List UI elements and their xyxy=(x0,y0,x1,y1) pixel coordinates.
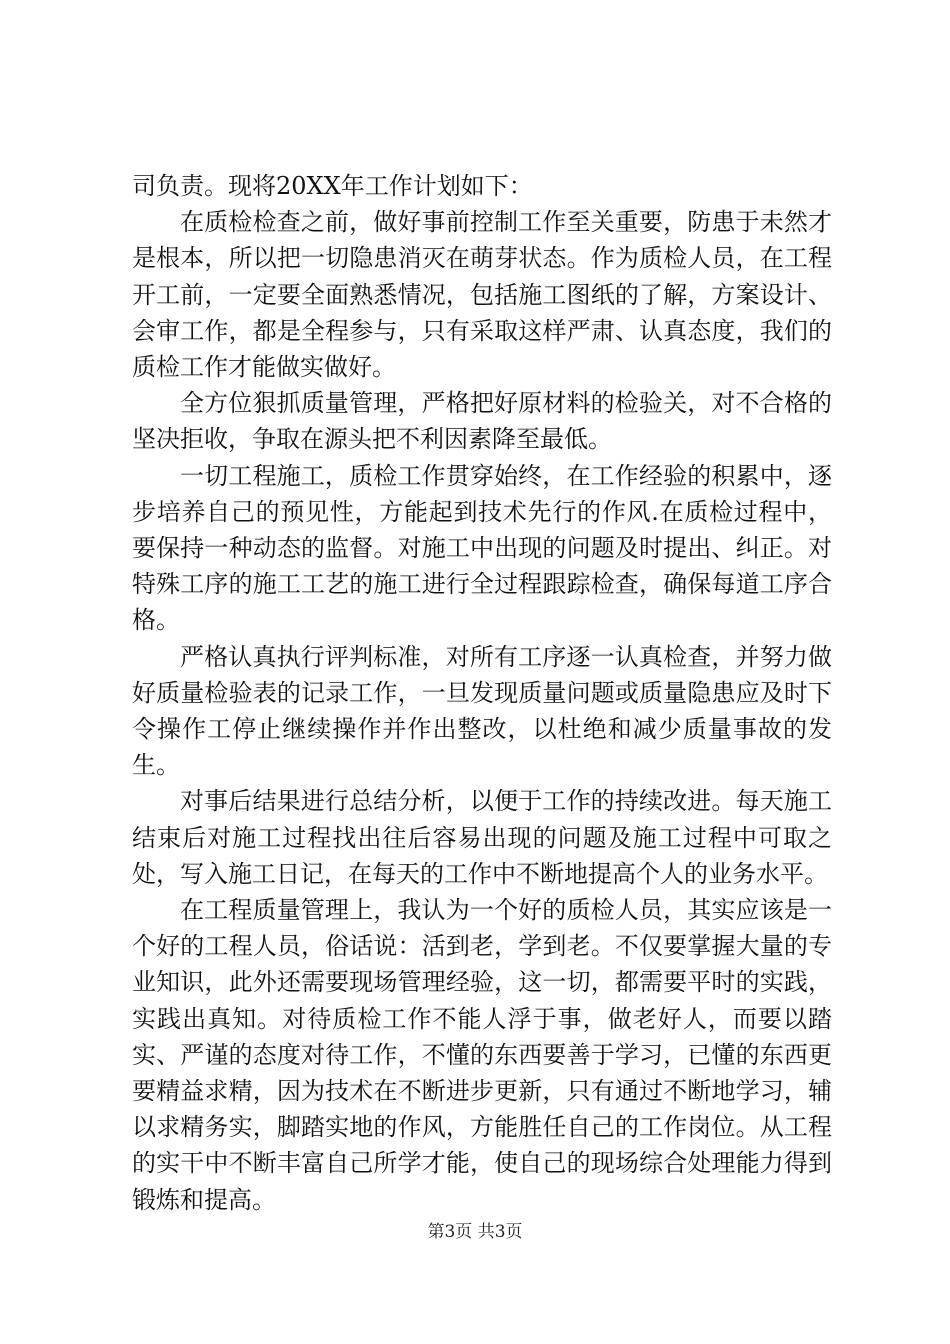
paragraph: 严格认真执行评判标准，对所有工序逐一认真检查，并努力做好质量检验表的记录工作，一旦发现质量问题或质量隐患应及时下令操作工停止继续操作并作出整改，以杜绝和减少质量事故的发生。 xyxy=(132,642,832,780)
paragraph: 在工程质量管理上，我认为一个好的质检人员，其实应该是一个好的工程人员，俗话说：活到老，学到老。不仅要掌握大量的专业知识，此外还需要现场管理经验，这一切，都需要平时的实践，实践出真知。对待质检工作不能人浮于事，做老好人，而要以踏实、严谨的态度对待工作，不懂的东西要善于学习，已懂的东西更要精益求精，因为技术在不断进步更新，只有通过不断地学习，辅以求精务实，脚踏实地的作风，方能胜任自己的工作岗位。从工程的实干中不断丰富自己所学才能，使自己的现场综合处理能力得到锻炼和提高。 xyxy=(132,896,832,1214)
paragraph: 一切工程施工，质检工作贯穿始终，在工作经验的积累中，逐步培养自己的预见性，方能起到技术先行的作风.在质检过程中，要保持一种动态的监督。对施工中出现的问题及时提出、纠正。对特殊工序的施工工艺的施工进行全过程跟踪检查，确保每道工序合格。 xyxy=(132,461,832,635)
paragraph: 在质检检查之前，做好事前控制工作至关重要，防患于未然才是根本，所以把一切隐患消灭在萌芽状态。作为质检人员，在工程开工前，一定要全面熟悉情况，包括施工图纸的了解，方案设计、会审工作，都是全程参与，只有采取这样严肃、认真态度，我们的质检工作才能做实做好。 xyxy=(132,208,832,382)
page-footer: 第3页 共3页 xyxy=(427,1222,523,1242)
document-body xyxy=(132,168,832,1218)
paragraph: 司负责。现将20XX年工作计划如下： xyxy=(132,172,533,200)
paragraph: 全方位狠抓质量管理，严格把好原材料的检验关，对不合格的坚决拒收，争取在源头把不利因素降至最低。 xyxy=(132,389,832,454)
paragraph: 对事后结果进行总结分析，以便于工作的持续改进。每天施工结束后对施工过程找出往后容易出现的问题及施工过程中可取之处，写入施工日记，在每天的工作中不断地提高个人的业务水平。 xyxy=(132,787,832,888)
